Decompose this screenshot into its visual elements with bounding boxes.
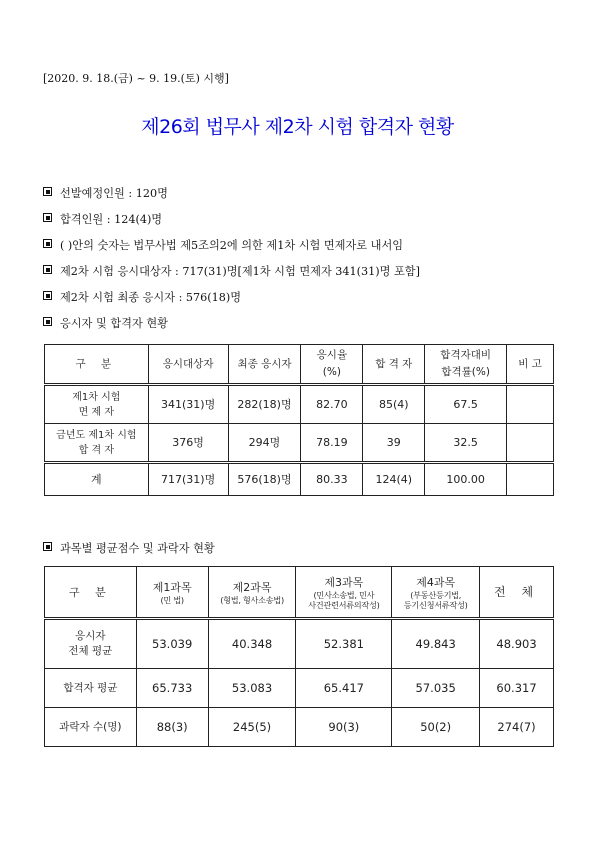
date-line: [2020. 9. 18.(금) ~ 9. 19.(토) 시행] (43, 72, 229, 85)
table-cell (507, 463, 554, 496)
table-cell: 294명 (228, 424, 301, 463)
list-item: 합격인원 : 124(4)명 (43, 211, 563, 237)
summary-list (43, 185, 563, 341)
header-total: 전 체 (480, 567, 554, 619)
header-division: 구 분 (45, 345, 149, 385)
table-cell: 78.19 (301, 424, 363, 463)
table-cell: 80.33 (301, 463, 363, 496)
table-cell: 376명 (148, 424, 228, 463)
row-label: 금년도 제1차 시험 합 격 자 (45, 424, 149, 463)
row-label: 과락자 수(명) (45, 708, 137, 747)
row-label: 합격자 평균 (45, 669, 137, 708)
square-bullet-icon (43, 317, 52, 326)
header-subject-2: 제2과목 (형법, 형사소송법) (208, 567, 296, 619)
header-subject-4: 제4과목 (부동산등기법, 등기신청서류작성) (392, 567, 480, 619)
header-division: 구 분 (45, 567, 137, 619)
table-row (45, 669, 554, 708)
table-cell: 50(2) (392, 708, 480, 747)
square-bullet-icon (43, 213, 52, 222)
table-cell: 245(5) (208, 708, 296, 747)
header-pass-ratio: 합격자대비 합격률(%) (425, 345, 507, 385)
section-title-applicants: 응시자 및 합격자 현황 (43, 315, 563, 341)
table-header-row (45, 345, 554, 385)
table-cell: 60.317 (480, 669, 554, 708)
table-cell: 124(4) (363, 463, 425, 496)
row-label: 제1차 시험 면 제 자 (45, 385, 149, 424)
table-cell: 274(7) (480, 708, 554, 747)
table-cell: 85(4) (363, 385, 425, 424)
table-cell: 90(3) (296, 708, 392, 747)
table-cell: 65.417 (296, 669, 392, 708)
square-bullet-icon (43, 291, 52, 300)
table-cell: 57.035 (392, 669, 480, 708)
table-cell: 82.70 (301, 385, 363, 424)
table-row (45, 424, 554, 463)
header-target: 응시대상자 (148, 345, 228, 385)
header-note: 비 고 (507, 345, 554, 385)
table-cell: 88(3) (136, 708, 208, 747)
list-item: 선발예정인원 : 120명 (43, 185, 563, 211)
table-cell: 282(18)명 (228, 385, 301, 424)
table-cell: 40.348 (208, 619, 296, 669)
table-cell: 39 (363, 424, 425, 463)
table-row (45, 619, 554, 669)
table-row (45, 708, 554, 747)
list-item: 제2차 시험 응시대상자 : 717(31)명[제1차 시험 면제자 341(31)명 포함] (43, 263, 563, 289)
header-final: 최종 응시자 (228, 345, 301, 385)
table-cell: 48.903 (480, 619, 554, 669)
table-row (45, 385, 554, 424)
subjects-table (44, 566, 554, 747)
table-cell: 576(18)명 (228, 463, 301, 496)
table-cell: 100.00 (425, 463, 507, 496)
page-title: 제26회 법무사 제2차 시험 합격자 현황 (141, 116, 454, 138)
table-total-row (45, 463, 554, 496)
square-bullet-icon (43, 239, 52, 248)
applicants-table (44, 344, 554, 496)
table-cell: 65.733 (136, 669, 208, 708)
table-cell: 49.843 (392, 619, 480, 669)
header-subject-3: 제3과목 (민사소송법, 민사 사건관련서류의작성) (296, 567, 392, 619)
square-bullet-icon (43, 187, 52, 196)
section-title-subjects: 과목별 평균점수 및 과락자 현황 (43, 540, 215, 556)
table-cell: 341(31)명 (148, 385, 228, 424)
table-cell: 53.039 (136, 619, 208, 669)
table-cell: 53.083 (208, 669, 296, 708)
table-cell: 67.5 (425, 385, 507, 424)
table-cell: 32.5 (425, 424, 507, 463)
row-label: 응시자 전체 평균 (45, 619, 137, 669)
square-bullet-icon (43, 542, 52, 551)
table-cell (507, 424, 554, 463)
header-passed: 합 격 자 (363, 345, 425, 385)
list-item: ( )안의 숫자는 법무사법 제5조의2에 의한 제1차 시험 면제자로 내서임 (43, 237, 563, 263)
table-cell (507, 385, 554, 424)
table-cell: 52.381 (296, 619, 392, 669)
list-item: 제2차 시험 최종 응시자 : 576(18)명 (43, 289, 563, 315)
header-rate: 응시율 (%) (301, 345, 363, 385)
table-header-row (45, 567, 554, 619)
header-subject-1: 제1과목 (민 법) (136, 567, 208, 619)
square-bullet-icon (43, 265, 52, 274)
table-cell: 717(31)명 (148, 463, 228, 496)
row-label: 계 (45, 463, 149, 496)
